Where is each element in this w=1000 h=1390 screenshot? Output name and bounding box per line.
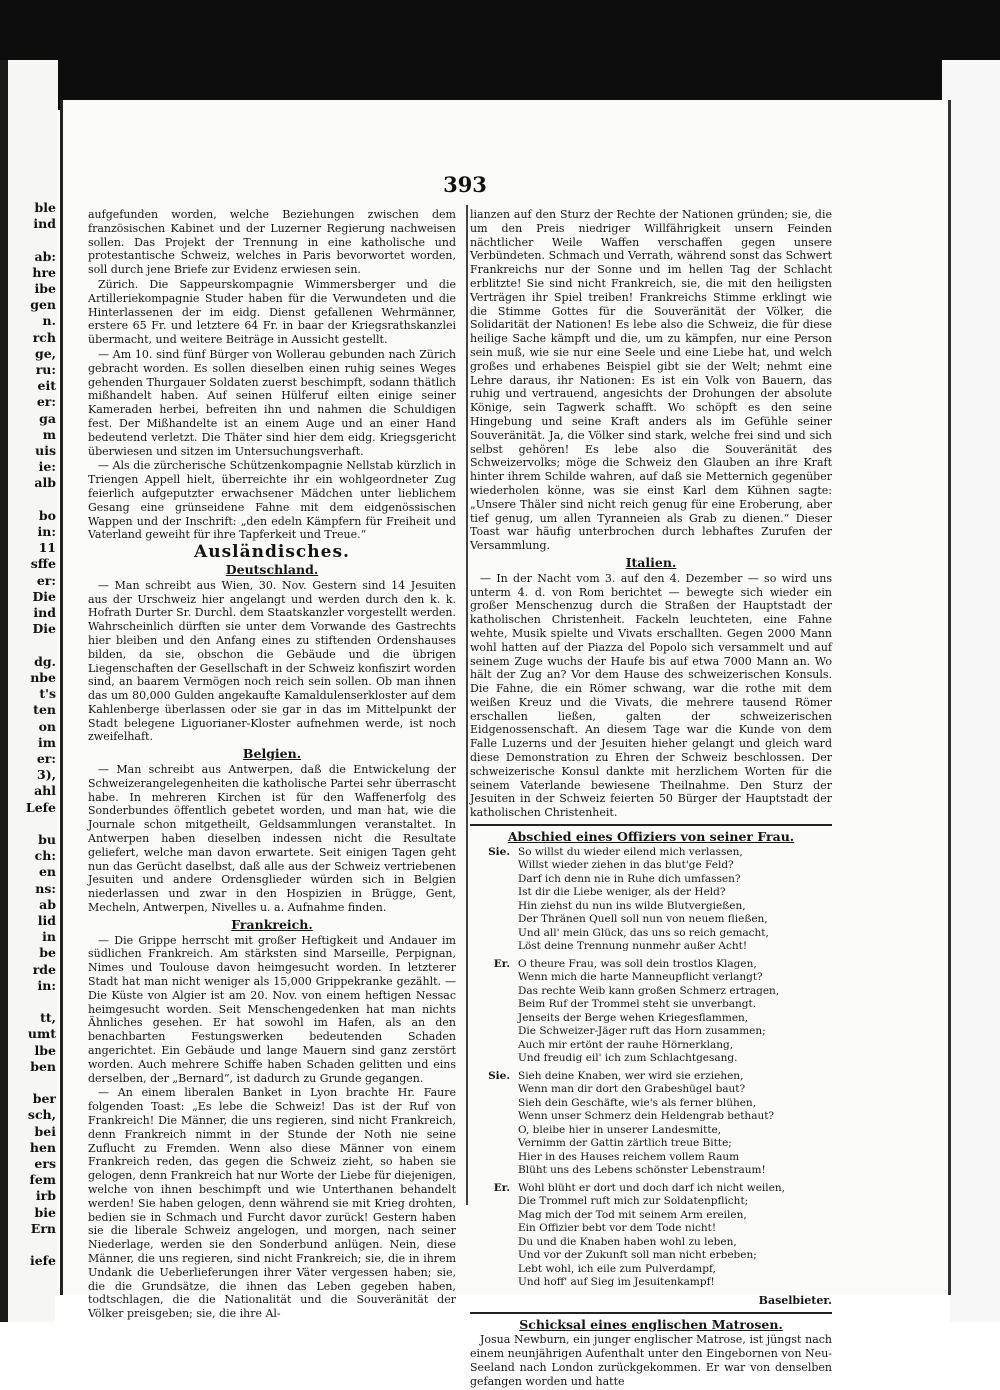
poem-line: Wohl blüht er dort und doch darf ich nicht weilen, (518, 1181, 785, 1194)
fragment-line: ch: (34, 848, 56, 864)
article-paragraph: Josua Newburn, ein junger englischer Matrose, ist jüngst nach einem neunjährigen Aufenthalt unter den Eingebornen von Neu-Seeland nach London zurückgekommen. Er war von denselben gefangen worden und hatte (470, 1333, 832, 1388)
page-number: 393 (443, 172, 487, 197)
fragment-line: ind (33, 216, 56, 232)
poem-line: Du und die Knaben haben wohl zu leben, (518, 1235, 737, 1248)
fragment-line: bu (38, 831, 56, 847)
poem-line: Hin ziehst du nun ins wilde Blutvergießen, (518, 899, 746, 912)
fragment-line: ru: (35, 362, 56, 378)
fragment-line: ns: (35, 880, 56, 896)
poem-line: Lebt wohl, ich eile zum Pulverdampf, (518, 1262, 716, 1275)
fragment-line: 3), (37, 767, 56, 783)
fragment-line: bie (34, 1204, 56, 1220)
fragment-line: hre (32, 264, 56, 280)
poem-line: Wenn man dir dort den Grabeshügel baut? (518, 1083, 746, 1096)
poem-signature: Baselbieter. (758, 1293, 832, 1307)
fragment-line: on (38, 718, 56, 734)
fragment-line: ble (34, 200, 56, 215)
fragment-line: be (39, 945, 56, 961)
fragment-line: bei (34, 1123, 56, 1139)
article-paragraph: — Die Grippe herrscht mit großer Heftigkeit und Andauer im südlichen Frankreich. Am stärksten sind Marseille, Perpignan, Nimes und Toulouse davon heimgesucht worden. In letzterer Stadt hat man nicht weniger als 15,000 Grippekranke gezählt. — Die Küste von Algier ist am 20. Nov. von einem heftigen Nessac heimgesucht worden. Seit Menschengedenken hat man nichts Ähnliches gesehen. Er hat sowohl im Hafen, als an den benachbarten Festungswerken bedeutenden Schaden angerichtet. Ein Gebäude und lange Mauern sind ganz zerstört worden. Auch mehrere Schiffe haben Schaden gelitten und eins derselben, der „Bernard“, ist dadurch zu Grunde gegangen. (88, 933, 456, 1085)
article-paragraph: — In der Nacht vom 3. auf den 4. Dezember — so wird uns unterm 4. d. von Rom berichtet — bewegte sich wieder ein großer Menschenzug durch die Straßen der Hauptstadt der katholischen Christenheit. Fackeln leuchteten, eine Fahne wehte, Musik spielte und Vivats erschallten. Gegen 2000 Mann wohl hatten auf der Piazza del Popolo sich versammelt und auf seinem Zuge wuchs der Haufe bis auf etwa 7000 Mann an. Wo hält der Zug an? Vor dem Hause des schweizerischen Konsuls. Die Fahne, die ein Römer schwang, war die rothe mit dem weißen Kreuz und die Vivats, die mehrere tausend Römer erschallen ließen, galten der schweizerischen Eidgenossenschaft. An diesem Tage war die Kunde von dem Falle Luzerns und der Jesuiten hieher gelangt und gleich ward diese Demonstration zu Ehren der Schweiz beschlossen. Der schweizerische Konsul dankte mit herzlichem Worten für die seinem Vaterlande bewiesene Theilnahme. Den Sturz der Jesuiten in der Schweiz feierten 50 Bürger der Hauptstadt der katholischen Christenheit. (470, 571, 832, 820)
fragment-line: rch (32, 329, 56, 345)
fragment-line: sffe (30, 556, 56, 572)
poem-line: O theure Frau, was soll dein trostlos Klagen, (518, 957, 757, 970)
poem-speaker: Er. (493, 957, 510, 970)
fragment-line: en (38, 864, 56, 880)
fragment-line: ibe (34, 281, 56, 297)
poem-line: Sieh deine Knaben, wer wird sie erziehen, (518, 1069, 744, 1082)
article-paragraph: aufgefunden worden, welche Beziehungen zwischen dem französischen Kabinet und der Luzerner Regierung nachweisen sollen. Das Projekt der Trennung in eine katholische und protestantische Schweiz, welches in Paris bevorwortet worden, soll durch jene Briefe zur Evidenz erwiesen sein. (88, 208, 456, 277)
fragment-line: Die (32, 621, 56, 637)
fragment-line (0, 232, 56, 248)
section-rule (470, 824, 832, 826)
right-column (470, 208, 832, 1390)
section-rule (470, 1312, 832, 1314)
previous-page-fragments (0, 200, 60, 1269)
fragment-line (0, 994, 56, 1010)
left-column (88, 208, 456, 1322)
poem-line: Und freudig eil' ich zum Schlachtgesang. (518, 1052, 738, 1065)
poem-speaker: Sie. (488, 845, 510, 858)
poem-line: Die Trommel ruft mich zur Soldatenpflicht; (518, 1195, 749, 1208)
fragment-line: irb (35, 1188, 56, 1204)
poem-line: Und vor der Zukunft soll man nicht erbeben; (518, 1249, 757, 1262)
fragment-line: in: (37, 524, 56, 540)
poem-stanza (470, 1182, 832, 1290)
fragment-line: hen (29, 1139, 56, 1155)
poem-line: Das rechte Weib kann großen Schmerz ertragen, (518, 984, 780, 997)
scan-border-top (0, 0, 1000, 110)
poem-speaker: Sie. (488, 1069, 510, 1082)
fragment-line: rde (32, 961, 56, 977)
article-paragraph: — Man schreibt aus Wien, 30. Nov. Gestern sind 14 Jesuiten aus der Urschweiz hier angelangt und werden durch den k. k. Hofrath Durter Sr. Durchl. dem Staatskanzler vorgestellt werden. Wahrscheinlich dürften sie unter dem Vorwande des Gastrechts hier bleiben und den Anfang eines zu stiftenden Ordenshauses bilden, da sie, obschon die Gebäude und die übrigen Liegenschaften der Gesellschaft in der Schweiz konfiszirt worden sind, an baarem Vermögen noch reich sein sollen. Ob man ihnen das um 80,000 Gulden angekaufte Kamaldulenserkloster auf dem Kahlenberge überlassen oder sie gar in das im Mittelpunkt der Stadt belegene Liguorianer-Kloster aufnehmen werde, ist noch zweifelhaft. (88, 578, 456, 744)
poem-line: Auch mir ertönt der rauhe Hörnerklang, (518, 1038, 734, 1051)
fragment-line: alb (34, 475, 56, 491)
poem-line: Wenn unser Schmerz dein Heldengrab bethaut? (518, 1110, 775, 1123)
fragment-line: ie: (38, 459, 56, 475)
poem-line: O, bleibe hier in unserer Landesmitte, (518, 1123, 722, 1136)
fragment-line: ben (30, 1058, 56, 1074)
article-paragraph: — Als die zürcherische Schützenkompagnie Nellstab kürzlich in Triengen Appell hielt, überreichte ihr ein wohlgeordneter Zug feierlich aufgeputzter erwachsener Mädchen unter lieblichem Gesang eine grünseidene Fahne mit dem eidgenössischen Wappen und der Inschrift: „den edeln Kämpfern für Freiheit und Vaterland geweiht für ihre Tapferkeit und Treue.“ (88, 459, 456, 542)
fragment-line: bo (38, 507, 56, 523)
fragment-line: ge, (34, 345, 56, 361)
poem-line: Willst wieder ziehen in das blut'ge Feld? (518, 859, 734, 872)
fragment-line: ten (33, 702, 56, 718)
fragment-line: umt (27, 1026, 56, 1042)
fragment-line: ab (39, 896, 56, 912)
article-paragraph: — Man schreibt aus Antwerpen, daß die Entwickelung der Schweizerangelegenheiten die katholische Partei sehr überrascht habe. In mehreren Kirchen ist für den Waffenerfolg des Sonderbundes öffentlich gebetet worden, und man hat, wie die Journale schon mitgetheilt, Geldsammlungen veranstaltet. In Antwerpen haben dieselben indessen nicht die Resultate geliefert, welche man davon erwartete. Seit einigen Tagen geht nun das Gerücht daselbst, daß alle aus der Schweiz vertriebenen Jesuiten und andere Ordensglieder würden sich in Belgien niederlassen und zwar in den Hospizien in Brügge, Gent, Mecheln, Antwerpen, Nivelles u. a. Aufnahme finden. (88, 763, 456, 915)
fragment-line: dg. (34, 653, 56, 669)
fragment-line: er: (36, 394, 56, 410)
fragment-line: ahl (34, 783, 56, 799)
poem-stanza (470, 1070, 832, 1178)
fragment-line: t's (39, 686, 56, 702)
section-heading: Ausländisches. (194, 542, 350, 563)
poem-line: Und all' mein Glück, das uns so reich gemacht, (518, 926, 769, 939)
poem-stanza (470, 846, 832, 954)
country-heading: Frankreich. (231, 916, 313, 932)
fragment-line: gen (30, 297, 56, 313)
poem-line: Sieh dein Geschäfte, wie's als ferner blühen, (518, 1096, 757, 1109)
fragment-line: iefe (29, 1253, 56, 1269)
fragment-line: fem (29, 1172, 56, 1188)
poem-line: Löst deine Trennung nunmehr außer Acht! (518, 940, 748, 953)
fragment-line: in (42, 929, 56, 945)
poem-title: Abschied eines Offiziers von seiner Frau. (507, 829, 795, 845)
fragment-line: ab: (34, 248, 56, 264)
fragment-line: Die (32, 588, 56, 604)
poem-line: So willst du wieder eilend mich verlassen, (518, 845, 743, 858)
fragment-line (0, 637, 56, 653)
poem (470, 846, 832, 1290)
poem-line: Ist dir die Liebe weniger, als der Held? (518, 886, 726, 899)
fragment-line: er: (36, 750, 56, 766)
fragment-line: sch, (27, 1107, 56, 1123)
article-paragraph: — An einem liberalen Banket in Lyon brachte Hr. Faure folgenden Toast: „Es lebe die Schweiz! Das ist der Ruf von Frankreich! Die Männer, die uns regieren, sind nicht Frankreich, denn Frankreich nimmt in der Stunde der Noth nie seine Zuflucht zu Fremden. Wenn also diese Männer von einem Frankreich reden, das gegen die Schweiz zieht, so haben sie gelogen, denn Frankreich hat nur Worte der Liebe für diejenigen, welche von ihnen beschimpft und wie Unterthanen behandelt werden! Sie haben gelogen, denn während sie mit Krieg drohten, bedien sie in Schmach und Furcht davor zurück! Gestern haben sie die liberale Schweiz angelogen, und morgen, nach seiner Niederlage, werden sie den Sonderbund anlügen. Nein, diese Männer, die uns regieren, sind nicht Frankreich; sie, die in ihrem Undank die Ueberlieferungen ihrer Väter vergessen haben; sie, die die Grundsätze, die ihnen das Leben gegeben haben, todtschlagen, die die Nationalität und die Souveränität der Völker preisgeben; sie, die ihre Al- (88, 1086, 456, 1321)
article-heading: Schicksal eines englischen Matrosen. (519, 1316, 783, 1332)
fragment-line: ga (39, 410, 56, 426)
poem-line: Vernimm der Gattin zärtlich treue Bitte; (518, 1137, 732, 1150)
poem-line: Darf ich denn nie in Ruhe dich umfassen? (518, 872, 741, 885)
fragment-line: ind (33, 605, 56, 621)
fragment-line: lid (37, 912, 56, 928)
column-divider (466, 205, 468, 1205)
poem-line: Ein Offizier bebt vor dem Tode nicht! (518, 1222, 717, 1235)
article-paragraph: Zürich. Die Sappeurskompagnie Wimmersberger und die Artilleriekompagnie Studer haben für die Verwundeten und die Hinterlassenen der im eidg. Dienst gefallenen Wehrmänner, erstere 65 Fr. und letztere 64 Fr. in baar der Kriegsrathskanzlei übermacht, und weitere Beiträge in Aussicht gestellt. (88, 277, 456, 347)
poem-line: Blüht uns des Lebens schönster Lebenstraum! (518, 1164, 766, 1177)
fragment-line (0, 1075, 56, 1091)
fragment-line: Lefe (25, 799, 56, 815)
fragment-line: Ern (30, 1220, 56, 1236)
fragment-line: m (42, 426, 56, 442)
poem-stanza (470, 958, 832, 1066)
fragment-line: ers (34, 1155, 56, 1171)
fragment-line (0, 1237, 56, 1253)
fragment-line: ber (32, 1091, 56, 1107)
fragment-line: er: (36, 572, 56, 588)
poem-line: Wenn mich die harte Manneupflicht verlangt? (518, 971, 763, 984)
poem-line: Beim Ruf der Trommel steht sie unverbangt. (518, 998, 757, 1011)
article-paragraph: — Am 10. sind fünf Bürger von Wollerau gebunden nach Zürich gebracht worden. Es sollen dieselben einen ruhig seines Weges gehenden Thurgauer Soldaten zuerst beschimpft, sodann thätlich mißhandelt haben. Auf seinen Hülferuf eilten einige seiner Kameraden herbei, befreiten ihn und nahmen die Schuldigen fest. Der Mißhandelte ist an einem Auge und an einer Hand bedeutend verletzt. Die Thäter sind hier dem eidg. Kriegsgericht überwiesen und sitzen im Untersuchungsverhaft. (88, 347, 456, 458)
fragment-line (0, 816, 56, 832)
fragment-line: im (38, 734, 56, 750)
fragment-line: n. (42, 313, 56, 329)
poem-line: Jenseits der Berge wehen Kriegesflammen, (518, 1011, 749, 1024)
fragment-line: in: (37, 977, 56, 993)
fragment-line: nbe (30, 669, 56, 685)
poem-line: Der Thränen Quell soll nun von neuem fließen, (518, 913, 768, 926)
fragment-line: lbe (34, 1042, 56, 1058)
poem-line: Hier in des Hauses reichem vollem Raum (518, 1150, 740, 1163)
country-heading: Belgien. (242, 746, 302, 762)
poem-line: Die Schweizer-Jäger ruft das Horn zusammen; (518, 1025, 766, 1038)
poem-line: Und hoff' auf Sieg im Jesuitenkampf! (518, 1276, 715, 1289)
poem-line: Mag mich der Tod mit seinem Arm ereilen, (518, 1208, 747, 1221)
fragment-line: 11 (38, 540, 56, 556)
article-paragraph: lianzen auf den Sturz der Rechte der Nationen gründen; sie, die um den Preis niedriger Willfährigkeit unsern Feinden nächtlicher Weile Waffen verschaffen gegen unsere Verbündeten. Schmach und Verrath, während sonst das Schwert Frankreichs nur der Sonne und im hellen Tag der Schlacht erblitzte! Sie sind nicht Frankreich, sie, die mit den heiligsten Verträgen ihr Spiel treiben! Frankreichs Stimme erklingt wie die Stimme Gottes für die Souveränität der Völker, die Solidarität der Nationen! Es lebe also die Schweiz, die für diese heilige Sache kämpft und die, um zu kämpfen, nur eine Person sein muß, wie sie nur eine Seele und eine Liebe hat, und welch großes und erhabenes Beispiel gibt sie der Welt; nehmt eine Lehre daraus, ihr Nationen: Es ist ein Volk von Bauern, das ruhig und vertrauend, angesichts der Drohungen der absolute Könige, sein Tagwerk schafft. Wo schöpft es den seine Hingebung und seine Kraft anders als im Gefühle seiner Souveränität. Ja, die Völker sind stark, welche frei sind und sich selbst gehören! Es lebe also die Souveränität des Schweizervolks; möge die Schweiz den Glauben an ihre Kraft hinter ihrem Schilde wahren, auf daß sie Metternich gegenüber wiederholen könne, was sie einst Karl dem Kühnen sagte: „Unsere Thäler sind nicht reich genug für eine Eroberung, aber tief genug, um allen Tyranneien als Grab zu dienen.“ Dieser Toast war häufig unterbrochen durch lebhaftes Zurufen der Versammlung. (470, 208, 832, 553)
country-heading: Deutschland. (225, 561, 319, 577)
fragment-line: tt, (40, 1010, 56, 1026)
fragment-line: uis (35, 443, 56, 459)
poem-speaker: Er. (493, 1181, 510, 1194)
fragment-line: eit (37, 378, 56, 394)
country-heading: Italien. (625, 554, 677, 570)
fragment-line (0, 492, 56, 508)
